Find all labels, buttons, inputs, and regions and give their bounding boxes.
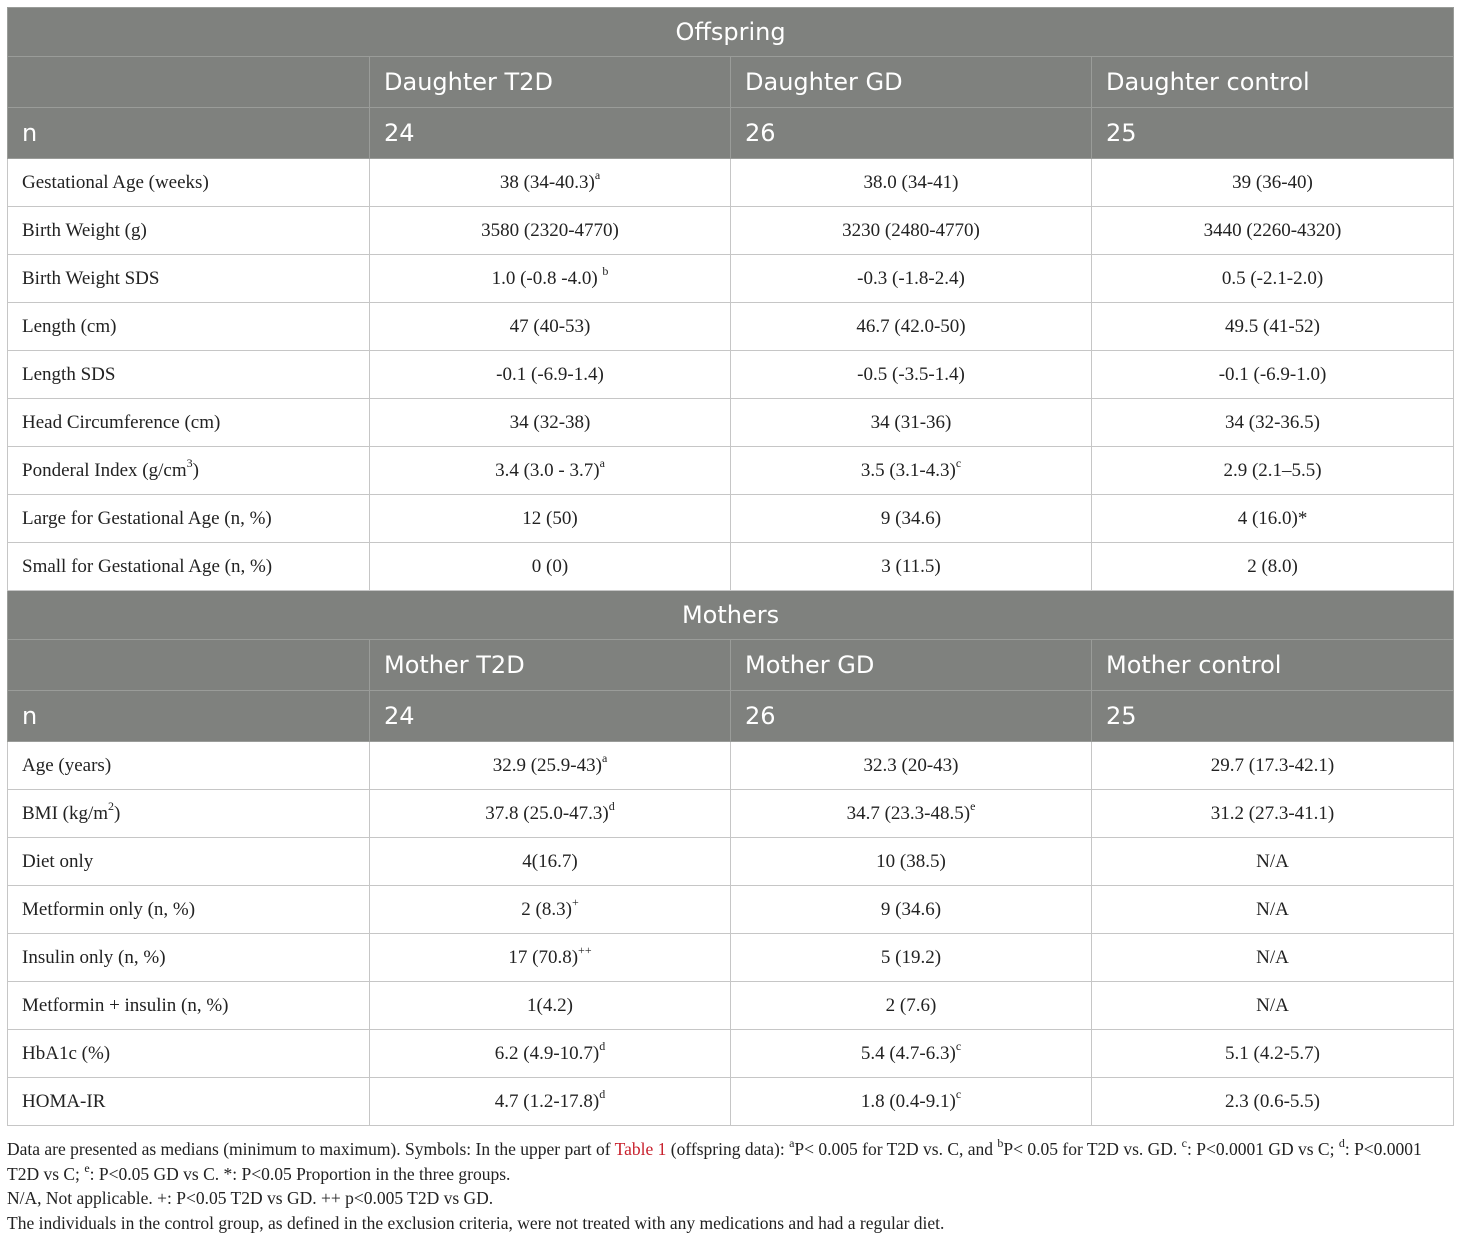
row-label-text: HbA1c (%) [22, 1042, 111, 1064]
header-empty-cell [8, 640, 370, 691]
table-cell [370, 886, 731, 934]
table-1-link[interactable]: Table 1 [614, 1139, 667, 1159]
row-label [8, 447, 370, 495]
n-label: n [8, 691, 370, 742]
cell-value: 31.2 (27.3-41.1) [1210, 802, 1335, 824]
cell-superscript: c [955, 1039, 962, 1054]
row-label [8, 543, 370, 591]
row-label-text: Ponderal Index (g/cm [22, 459, 187, 481]
table-cell [731, 351, 1092, 399]
table-cell [370, 982, 731, 1030]
row-label-text: Birth Weight (g) [22, 219, 147, 241]
row-label [8, 838, 370, 886]
cell-value: 6.2 (4.9-10.7) [494, 1042, 600, 1064]
cell-superscript: d [599, 1039, 606, 1054]
cell-value: 46.7 (42.0-50) [856, 315, 966, 337]
row-label [8, 790, 370, 838]
table-cell [370, 207, 731, 255]
cell-value: 1.8 (0.4-9.1) [860, 1090, 956, 1112]
cell-superscript: e [970, 799, 976, 814]
row-label-text: Head Circumference (cm) [22, 411, 221, 433]
row-label-text: Gestational Age (weeks) [22, 171, 209, 193]
cell-value: 37.8 (25.0-47.3) [485, 802, 609, 824]
table-row [8, 399, 1454, 447]
cell-superscript: + [571, 895, 579, 910]
cell-value: 3.5 (3.1-4.3) [860, 459, 956, 481]
table-row [8, 255, 1454, 303]
cell-value: 10 (38.5) [876, 850, 946, 872]
row-label [8, 1030, 370, 1078]
table-row [8, 886, 1454, 934]
cell-value: 32.9 (25.9-43) [492, 754, 602, 776]
table-row [8, 1078, 1454, 1126]
table-cell [731, 255, 1092, 303]
table-cell [1092, 207, 1454, 255]
table-cell [731, 399, 1092, 447]
cell-value: N/A [1256, 850, 1289, 872]
table-row [8, 207, 1454, 255]
cell-value: -0.5 (-3.5-1.4) [857, 363, 965, 385]
cell-value: 2 (8.3) [521, 898, 572, 920]
cell-superscript: d [599, 1087, 606, 1102]
n-label: n [8, 108, 370, 159]
cell-value: 9 (34.6) [880, 898, 942, 920]
row-label [8, 495, 370, 543]
cell-superscript: a [599, 456, 605, 471]
table-row [8, 159, 1454, 207]
row-label [8, 303, 370, 351]
table-cell [731, 982, 1092, 1030]
table-row [8, 447, 1454, 495]
footnote-line-3: The individuals in the control group, as defined in the exclusion criteria, were not treated with any medications and had a regular diet. [7, 1212, 945, 1233]
table-cell [370, 159, 731, 207]
table-cell [370, 934, 731, 982]
cell-value: 34 (32-38) [509, 411, 591, 433]
group-header: Daughter control [1092, 57, 1454, 108]
table-row [8, 790, 1454, 838]
table-cell [1092, 886, 1454, 934]
cell-superscript: d [608, 799, 615, 814]
cell-value: 2.3 (0.6-5.5) [1225, 1090, 1320, 1112]
row-label-tail: ) [114, 802, 121, 824]
cell-superscript: ++ [578, 943, 592, 958]
cell-value: -0.1 (-6.9-1.0) [1218, 363, 1327, 385]
row-label-text: Age (years) [22, 754, 112, 776]
cell-superscript: a [594, 168, 601, 183]
table-cell [1092, 790, 1454, 838]
cell-value: 32.3 (20-43) [863, 754, 959, 776]
section-title: Mothers [8, 591, 1454, 640]
row-label-text: BMI (kg/m [22, 802, 109, 824]
group-header: Mother control [1092, 640, 1454, 691]
table-cell [370, 399, 731, 447]
row-label [8, 886, 370, 934]
cell-value: 47 (40-53) [509, 315, 591, 337]
table-cell [731, 1030, 1092, 1078]
row-label [8, 934, 370, 982]
table-cell [1092, 838, 1454, 886]
cell-value: -0.3 (-1.8-2.4) [857, 267, 965, 289]
cell-superscript: b [602, 264, 609, 279]
offspring-n-row [8, 108, 1454, 159]
n-value: 25 [1092, 691, 1454, 742]
table-cell [1092, 543, 1454, 591]
table-row [8, 303, 1454, 351]
row-label-tail: ) [192, 459, 199, 481]
table-row [8, 838, 1454, 886]
cell-value: 34 (31-36) [870, 411, 952, 433]
table-row [8, 1030, 1454, 1078]
cell-value: 3.4 (3.0 - 3.7) [495, 459, 600, 481]
table-cell [731, 838, 1092, 886]
row-label [8, 1078, 370, 1126]
table-cell [731, 159, 1092, 207]
table-cell [731, 1078, 1092, 1126]
table-row [8, 495, 1454, 543]
cell-value: 9 (34.6) [880, 507, 942, 529]
table-cell [1092, 982, 1454, 1030]
n-value: 24 [370, 108, 731, 159]
row-label-text: Insulin only (n, %) [22, 946, 166, 968]
row-label-text: Large for Gestational Age (n, %) [22, 507, 272, 529]
table-cell [1092, 1030, 1454, 1078]
row-label-text: Small for Gestational Age (n, %) [22, 555, 273, 577]
table-cell [1092, 303, 1454, 351]
cell-value: -0.1 (-6.9-1.4) [496, 363, 604, 385]
cell-value: 39 (36-40) [1232, 171, 1313, 193]
cell-value: 4 (16.0)* [1237, 507, 1308, 529]
cell-value: N/A [1256, 994, 1289, 1016]
row-label-text: Birth Weight SDS [22, 267, 160, 289]
offspring-section-header [8, 8, 1454, 57]
cell-value: 3440 (2260-4320) [1203, 219, 1342, 241]
table-cell [370, 543, 731, 591]
cell-value: 4(16.7) [522, 850, 578, 872]
table-row [8, 742, 1454, 790]
footnote-line-2: N/A, Not applicable. +: P<0.05 T2D vs GD. ++ p<0.005 T2D vs GD. [7, 1188, 494, 1208]
cell-value: 17 (70.8) [508, 946, 579, 968]
cell-value: N/A [1256, 898, 1289, 920]
table-cell [731, 742, 1092, 790]
n-value: 26 [731, 108, 1092, 159]
table-cell [370, 255, 731, 303]
table-cell [731, 303, 1092, 351]
table-cell [370, 790, 731, 838]
row-label [8, 742, 370, 790]
mothers-group-header-row [8, 640, 1454, 691]
cell-value: 2.9 (2.1–5.5) [1223, 459, 1322, 481]
table-cell [1092, 742, 1454, 790]
mothers-section-header [8, 591, 1454, 640]
table-cell [731, 447, 1092, 495]
cell-value: 3 (11.5) [881, 555, 941, 577]
cell-superscript: c [955, 456, 962, 471]
cell-value: 29.7 (17.3-42.1) [1210, 754, 1335, 776]
cell-superscript: a [601, 751, 608, 766]
table-row [8, 934, 1454, 982]
row-label-text: HOMA-IR [22, 1090, 106, 1112]
cell-value: 38 (34-40.3) [499, 171, 595, 193]
cell-value: 49.5 (41-52) [1225, 315, 1320, 337]
offspring-group-header-row [8, 57, 1454, 108]
group-header: Daughter GD [731, 57, 1092, 108]
cell-value: 1.0 (-0.8 -4.0) [491, 267, 603, 289]
table-row [8, 982, 1454, 1030]
n-value: 24 [370, 691, 731, 742]
table-cell [370, 495, 731, 543]
row-label [8, 982, 370, 1030]
cell-value: 4.7 (1.2-17.8) [494, 1090, 600, 1112]
table-row [8, 543, 1454, 591]
table-cell [731, 207, 1092, 255]
cell-value: 2 (8.0) [1247, 555, 1298, 577]
table-cell [1092, 934, 1454, 982]
table-cell [370, 1078, 731, 1126]
table-cell [1092, 1078, 1454, 1126]
section-title: Offspring [8, 8, 1454, 57]
row-label-text: Length (cm) [22, 315, 117, 337]
cell-value: 0.5 (-2.1-2.0) [1221, 267, 1324, 289]
table-row [8, 351, 1454, 399]
group-header: Mother T2D [370, 640, 731, 691]
row-label-text: Metformin + insulin (n, %) [22, 994, 229, 1016]
table-cell [731, 790, 1092, 838]
table-cell [1092, 159, 1454, 207]
row-label [8, 255, 370, 303]
cell-value: 1(4.2) [527, 994, 573, 1016]
cell-value: 34.7 (23.3-48.5) [846, 802, 971, 824]
row-label [8, 207, 370, 255]
n-value: 25 [1092, 108, 1454, 159]
table-cell [1092, 255, 1454, 303]
cell-value: 3230 (2480-4770) [842, 219, 980, 241]
cell-value: 12 (50) [522, 507, 578, 529]
cell-value: 5.4 (4.7-6.3) [860, 1042, 956, 1064]
row-label-superscript: 3 [186, 456, 193, 471]
cell-superscript: c [955, 1087, 962, 1102]
table-cell [370, 1030, 731, 1078]
n-value: 26 [731, 691, 1092, 742]
table-cell [370, 742, 731, 790]
group-header: Daughter T2D [370, 57, 731, 108]
table-cell [370, 838, 731, 886]
table-cell [731, 934, 1092, 982]
table-cell [1092, 447, 1454, 495]
table-cell [370, 447, 731, 495]
cell-value: 38.0 (34-41) [863, 171, 959, 193]
row-label [8, 159, 370, 207]
table-cell [370, 351, 731, 399]
data-table-container [7, 7, 1453, 1126]
row-label [8, 351, 370, 399]
cell-value: 5.1 (4.2-5.7) [1225, 1042, 1320, 1064]
cell-value: 5 (19.2) [880, 946, 942, 968]
group-header: Mother GD [731, 640, 1092, 691]
table-cell [731, 495, 1092, 543]
table-cell [731, 886, 1092, 934]
table-cell [1092, 399, 1454, 447]
header-empty-cell [8, 57, 370, 108]
cell-value: 0 (0) [531, 555, 569, 577]
table-cell [1092, 351, 1454, 399]
row-label-text: Diet only [22, 850, 94, 872]
table-footnote [7, 1137, 1453, 1235]
footnote-line-1: Data are presented as medians (minimum to maximum). Symbols: In the upper part of Table 1 (offspring data): $^a$P< 0.005 for T2D vs. C, and $^b$P< 0.05 for T2D vs. GD. $^c$: P<0.0001 GD vs C; $^d$: P<0.0001 T2D vs C; $^e$: P<0.05 GD vs C. *: P<0.05 Proportion in the three groups. [7, 1136, 1422, 1184]
table-cell [370, 303, 731, 351]
row-label-superscript: 2 [108, 799, 115, 814]
table-cell [731, 543, 1092, 591]
data-table [7, 7, 1454, 1126]
table-cell [1092, 495, 1454, 543]
cell-value: 2 (7.6) [885, 994, 937, 1016]
row-label-text: Length SDS [22, 363, 116, 385]
row-label [8, 399, 370, 447]
cell-value: 34 (32-36.5) [1225, 411, 1320, 433]
cell-value: 3580 (2320-4770) [481, 219, 619, 241]
mothers-n-row [8, 691, 1454, 742]
cell-value: N/A [1256, 946, 1289, 968]
row-label-text: Metformin only (n, %) [22, 898, 196, 920]
